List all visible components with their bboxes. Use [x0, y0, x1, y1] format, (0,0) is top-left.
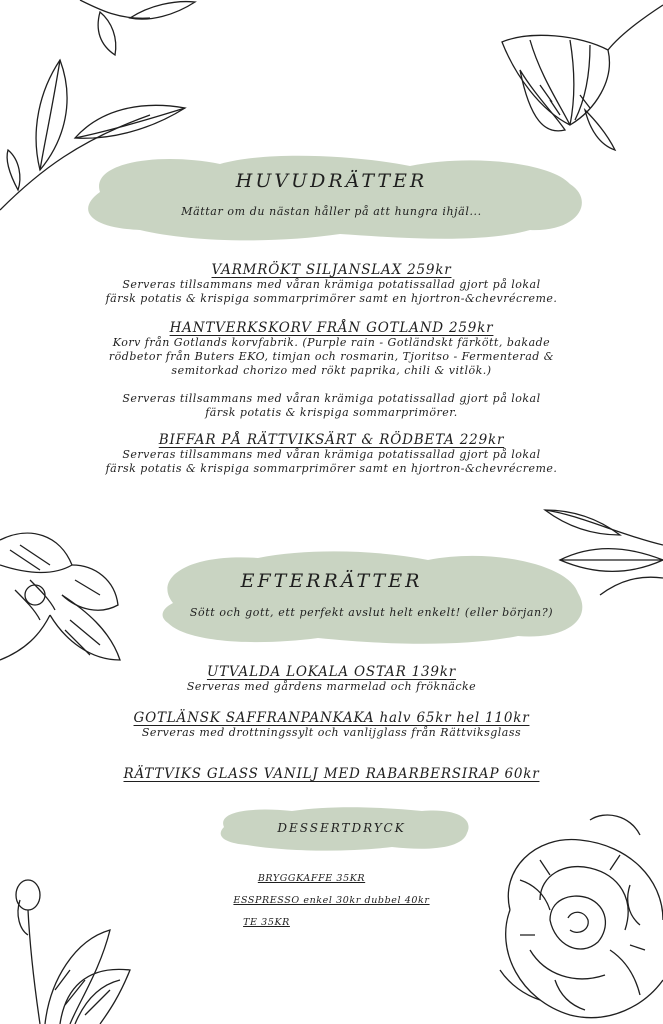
tulip-flower-icon [490, 0, 663, 160]
description-line: färsk potatis & krispiga sommarprimörer. [205, 406, 458, 419]
main-item-description [0, 336, 663, 420]
bud-flower-icon [0, 870, 135, 1024]
drink-item: ESSPRESSO enkel 30kr dubbel 40kr [233, 895, 430, 906]
dessert-section-title: EFTERRÄTTER [240, 570, 423, 592]
description-line: rödbetor från Buters EKO, timjan och rosmarin, Tjoritso - Fermenterad & [108, 350, 555, 363]
description-line: Serveras tillsammans med våran krämiga potatissallad gjort på lokal [122, 278, 541, 291]
dessert-section-tagline: Sött och gott, ett perfekt avslut helt enkelt! (eller början?) [189, 606, 554, 619]
dessert-item-title: RÄTTVIKS GLASS VANILJ MED RABARBERSIRAP 60kr [123, 766, 540, 782]
drink-item: BRYGGKAFFE 35KR [257, 873, 366, 884]
main-section-blob [70, 152, 590, 242]
description-line: Serveras tillsammans med våran krämiga potatissallad gjort på lokal [122, 448, 541, 461]
description-line: färsk potatis & krispiga sommarprimörer samt en hjortron-&chevrécreme. [105, 292, 558, 305]
main-section-title: HUVUDRÄTTER [235, 170, 428, 192]
main-item-title: BIFFAR PÅ RÄTTVIKSÄRT & RÖDBETA 229kr [158, 432, 505, 448]
drink-item: TE 35KR [243, 917, 290, 928]
description-line: färsk potatis & krispiga sommarprimörer samt en hjortron-&chevrécreme. [105, 462, 558, 475]
main-item-title: HANTVERKSKORV FRÅN GOTLAND 259kr [169, 320, 494, 336]
description-line: Korv från Gotlands korvfabrik. (Purple rain - Gotländskt färkött, bakade [112, 336, 551, 349]
anemone-flower-icon [0, 520, 140, 670]
dessert-item-description: Serveras med gårdens marmelad och fröknäcke [186, 680, 477, 693]
main-item-description [0, 278, 663, 306]
dessert-item-title: GOTLÄNSK SAFFRANPANKAKA halv 65kr hel 110kr [133, 710, 530, 726]
main-item-title: VARMRÖKT SILJANSLAX 259kr [211, 262, 452, 278]
drinks-section-title: DESSERTDRYCK [277, 821, 406, 835]
description-line: semitorkad chorizo med rökt paprika, chili & vitlök.) [171, 364, 492, 377]
dessert-section-blob [148, 548, 590, 648]
dessert-item-description: Serveras med drottningssylt och vanlijglass från Rättviksglass [141, 726, 522, 739]
dessert-item-title: UTVALDA LOKALA OSTAR 139kr [206, 664, 457, 680]
description-line: Serveras tillsammans med våran krämiga potatissallad gjort på lokal [122, 392, 541, 405]
description-spacer [0, 378, 663, 392]
main-section-tagline: Mättar om du nästan håller på att hungra ihjäl... [181, 205, 482, 218]
main-item-description [0, 448, 663, 476]
